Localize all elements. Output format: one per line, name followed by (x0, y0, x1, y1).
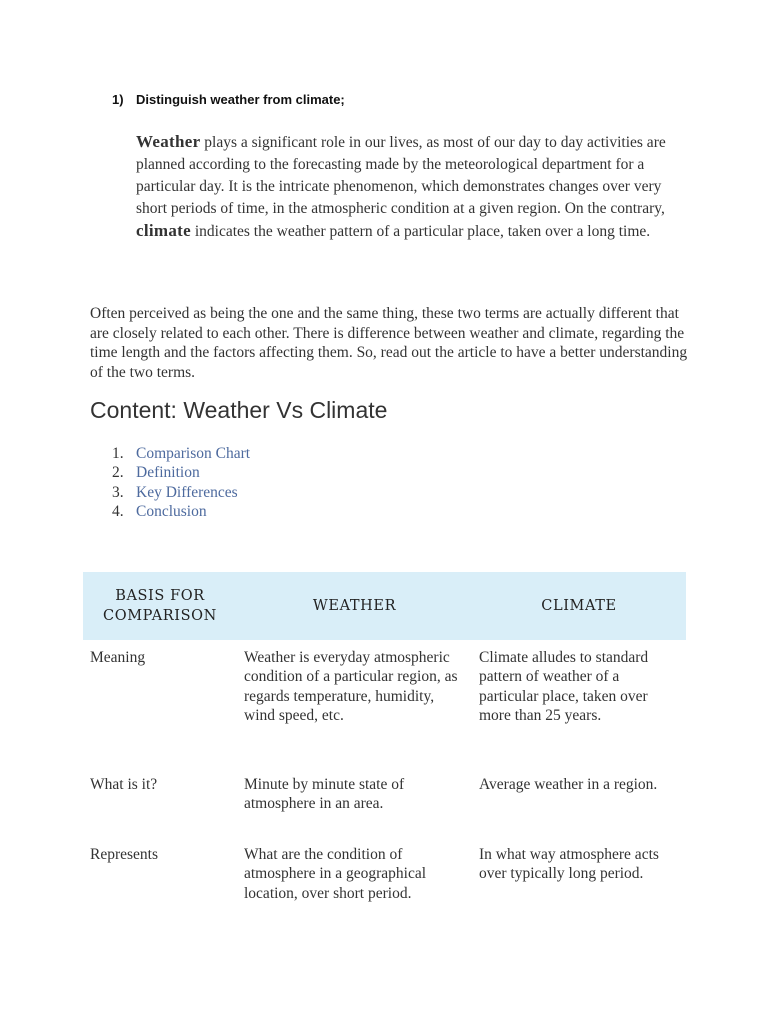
toc-link-definition[interactable]: Definition (136, 464, 200, 482)
toc-link-conclusion[interactable]: Conclusion (136, 502, 207, 520)
toc-index: 1. (112, 445, 124, 462)
table-row (83, 767, 686, 837)
table-of-contents (112, 444, 250, 521)
table-header-row (83, 572, 686, 640)
intro-text-1: plays a significant role in our lives, as most of our day to day activities are planned according to the forecasting made by the meteorological department for a particular day. It is the intricate phenomenon, which demonstrates changes over very short periods of time, in the atmospheric condition at a given region. On the contrary, (136, 134, 666, 217)
question-text: Distinguish weather from climate; (136, 92, 345, 107)
toc-item (112, 444, 250, 463)
body-paragraph: Often perceived as being the one and the same thing, these two terms are actually different that are closely related to each other. There is difference between weather and climate, regarding the time length and the factors affecting them. So, read out the article to have a better understanding of the two terms. (90, 305, 688, 381)
question-heading (112, 92, 345, 107)
toc-item (112, 463, 250, 482)
table-row (83, 837, 686, 915)
header-weather: WEATHER (237, 572, 472, 640)
row-label: What is it? (90, 776, 158, 793)
toc-item (112, 502, 250, 521)
toc-index: 2. (112, 464, 124, 482)
toc-link-key-differences[interactable]: Key Differences (136, 483, 238, 501)
intro-text-2: indicates the weather pattern of a particular place, taken over a long time. (190, 223, 651, 240)
intro-paragraph (136, 131, 681, 243)
weather-cell: What are the condition of atmosphere in a geographical location, over short period. (244, 846, 427, 902)
climate-cell: Average weather in a region. (479, 776, 658, 793)
header-climate: CLIMATE (472, 572, 686, 640)
row-label: Meaning (90, 649, 146, 666)
toc-index: 4. (112, 502, 124, 520)
question-number: 1) (112, 92, 124, 107)
toc-index: 3. (112, 483, 124, 501)
header-basis: BASIS FOR COMPARISON (83, 572, 237, 640)
toc-link-comparison-chart[interactable]: Comparison Chart (136, 445, 251, 462)
climate-cell: In what way atmosphere acts over typically long period. (479, 846, 659, 883)
row-label: Represents (90, 846, 159, 863)
content-heading: Content: Weather Vs Climate (90, 397, 388, 423)
weather-cell: Minute by minute state of atmosphere in an area. (244, 776, 405, 813)
climate-cell: Climate alludes to standard pattern of weather of a particular place, taken over more than 25 years. (479, 649, 649, 724)
term-weather: Weather (136, 132, 201, 151)
table-row (83, 640, 686, 767)
term-climate: climate (136, 221, 191, 240)
toc-item (112, 483, 250, 502)
weather-cell: Weather is everyday atmospheric condition of a particular region, as regards temperature, humidity, wind speed, etc. (244, 649, 458, 724)
comparison-table (83, 572, 686, 915)
